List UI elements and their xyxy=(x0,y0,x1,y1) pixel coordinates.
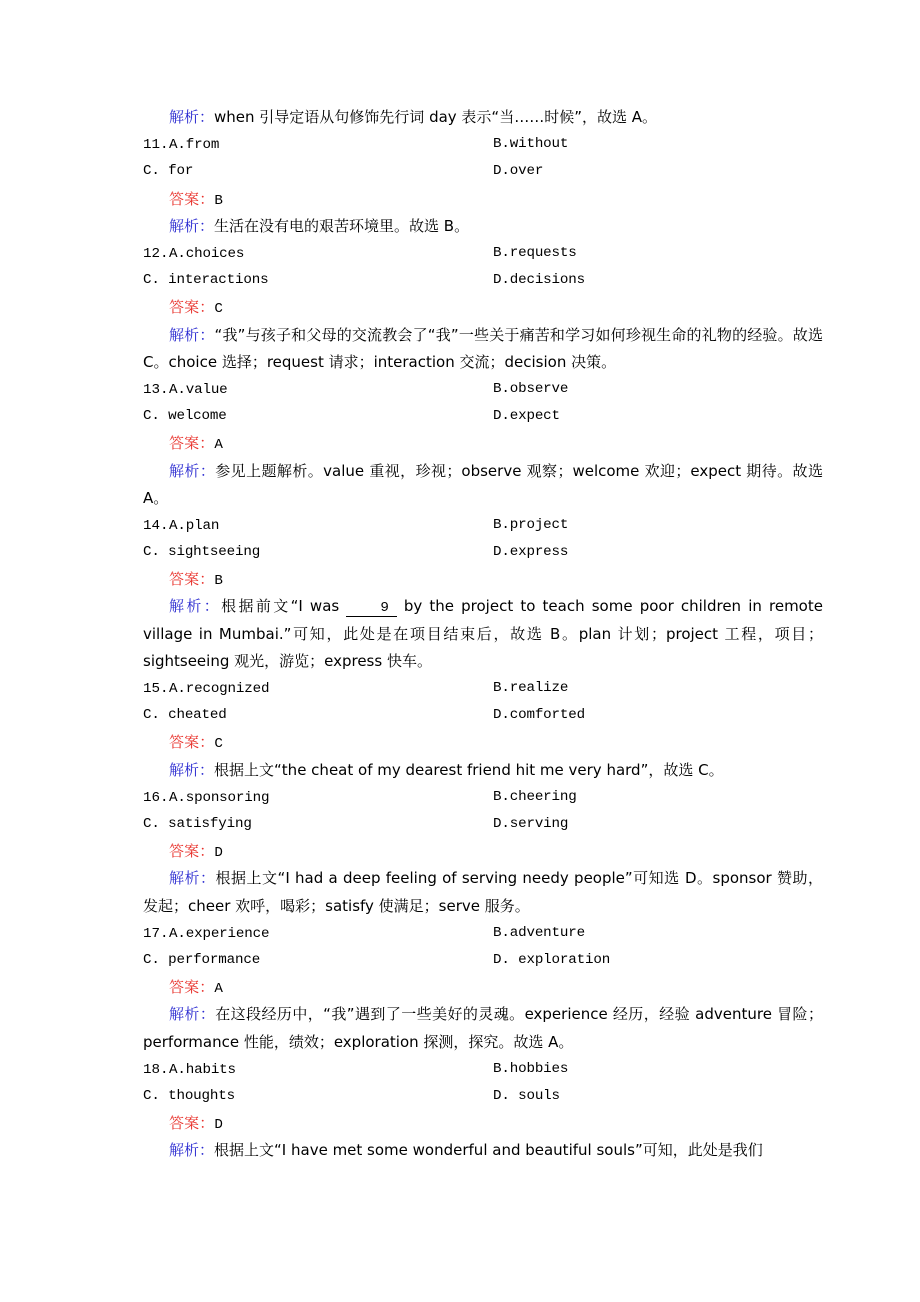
answer-value: B xyxy=(214,192,223,209)
option-row-cd xyxy=(143,947,823,974)
option-row-ab xyxy=(143,376,823,403)
option-d: D.comforted xyxy=(493,707,586,724)
option-d: D. exploration xyxy=(493,952,611,968)
question-number: 11. xyxy=(143,137,169,154)
answer-value: C xyxy=(214,736,223,753)
option-b: B.adventure xyxy=(493,924,586,941)
option-b: B.without xyxy=(493,136,569,153)
answer-value: C xyxy=(214,301,223,318)
analysis-text-part1: 根据前文“I was xyxy=(221,597,347,616)
option-d: D.expect xyxy=(493,408,560,425)
analysis-label: 解析 xyxy=(169,597,204,616)
option-d: D.decisions xyxy=(493,272,586,289)
analysis-colon: ： xyxy=(200,869,216,888)
question-block-16 xyxy=(143,784,823,920)
option-row-ab xyxy=(143,131,823,158)
question-block-13 xyxy=(143,376,823,512)
option-row-cd xyxy=(143,702,823,729)
option-c: C. performance xyxy=(143,952,261,968)
analysis-colon: ： xyxy=(199,760,215,779)
option-c: C. welcome xyxy=(143,408,227,425)
analysis-paragraph xyxy=(143,322,823,376)
question-block-11 xyxy=(143,131,823,240)
option-col-a xyxy=(143,1056,236,1084)
answer-label: 答案 xyxy=(169,434,200,453)
option-d: D.express xyxy=(493,544,569,561)
option-a: A.habits xyxy=(169,1061,236,1078)
option-row-ab xyxy=(143,512,823,539)
analysis-colon: ： xyxy=(199,108,215,126)
answer-value: A xyxy=(214,437,223,454)
question-number: 15. xyxy=(143,681,169,698)
option-b: B.observe xyxy=(493,380,569,397)
option-a: A.from xyxy=(169,137,220,154)
analysis-text: 在这段经历中，“我”遇到了一些美好的灵魂。experience 经历，经验 adventure 冒险；performance 性能，绩效；exploration 探测，探究。故选 A。 xyxy=(143,1005,823,1051)
analysis-text: “我”与孩子和父母的交流教会了“我”一些关于痛苦和学习如何珍视生命的礼物的经验。故选 C。choice 选择；request 请求；interaction 交流；decision 决策。 xyxy=(143,325,823,371)
option-c: C. satisfying xyxy=(143,816,252,833)
option-row-ab xyxy=(143,675,823,702)
analysis-colon: ： xyxy=(199,1141,215,1160)
answer-line xyxy=(143,1110,823,1137)
analysis-paragraph xyxy=(143,213,823,240)
answer-colon: ： xyxy=(199,570,215,589)
option-c: C. interactions xyxy=(143,272,269,289)
question-number: 16. xyxy=(143,789,169,806)
answer-colon: ： xyxy=(199,434,215,453)
option-col-a xyxy=(143,240,244,268)
analysis-label: 解析 xyxy=(169,216,200,235)
option-c: C. thoughts xyxy=(143,1087,236,1104)
analysis-text: 根据上文“the cheat of my dearest friend hit me very hard”，故选 C。 xyxy=(214,760,724,779)
question-number: 14. xyxy=(143,517,169,534)
analysis-colon: ： xyxy=(199,1005,216,1024)
answer-label: 答案 xyxy=(169,978,200,997)
analysis-paragraph xyxy=(143,1001,823,1055)
option-a: A.sponsoring xyxy=(169,789,270,806)
option-col-a xyxy=(143,512,219,540)
answer-colon: ： xyxy=(199,842,215,861)
answer-line xyxy=(143,729,823,756)
option-a: A.choices xyxy=(169,245,245,262)
answer-label: 答案 xyxy=(169,1114,200,1133)
analysis-text: 根据上文“I had a deep feeling of serving needy people”可知选 D。sponsor 赞助，发起；cheer 欢呼，喝彩；satisfy 使满足；serve 服务。 xyxy=(143,869,823,915)
analysis-paragraph xyxy=(143,458,823,512)
question-number: 13. xyxy=(143,381,169,398)
answer-label: 答案 xyxy=(169,733,200,752)
answer-label: 答案 xyxy=(169,189,200,208)
option-d: D.serving xyxy=(493,816,569,833)
analysis-paragraph xyxy=(143,865,823,919)
option-a: A.experience xyxy=(169,925,270,942)
answer-value: A xyxy=(214,981,223,998)
question-block-17 xyxy=(143,920,823,1056)
question-number: 18. xyxy=(143,1061,169,1078)
question-number: 17. xyxy=(143,925,169,942)
option-col-a xyxy=(143,131,219,159)
answer-colon: ： xyxy=(199,298,215,317)
option-c: C. cheated xyxy=(143,707,227,724)
question-number: 12. xyxy=(143,245,169,262)
option-b: B.hobbies xyxy=(493,1060,569,1077)
analysis-text: 生活在没有电的艰苦环境里。故选 B。 xyxy=(214,216,470,235)
question-block-15 xyxy=(143,675,823,784)
option-c: C. for xyxy=(143,163,194,180)
option-b: B.cheering xyxy=(493,788,577,805)
option-a: A.plan xyxy=(169,517,220,534)
analysis-colon: ： xyxy=(203,597,222,616)
option-row-cd xyxy=(143,1083,823,1110)
option-row-ab xyxy=(143,240,823,267)
question-block-12 xyxy=(143,240,823,376)
option-d: D.over xyxy=(493,163,544,180)
analysis-text-part2: by the project to teach some poor children in remote village in Mumbai.”可知，此处是在项目结束后，故选 B。plan 计划；project 工程，项目；sightseeing 观光，游览；express 快车。 xyxy=(143,597,823,670)
answer-key-content xyxy=(143,104,823,1165)
answer-value: D xyxy=(214,845,223,862)
question-block-18 xyxy=(143,1056,823,1165)
option-a: A.recognized xyxy=(169,681,270,698)
answer-colon: ： xyxy=(199,733,215,752)
question-block-14 xyxy=(143,512,823,675)
option-row-ab xyxy=(143,784,823,811)
analysis-paragraph-top xyxy=(143,104,823,131)
option-b: B.project xyxy=(493,516,569,533)
analysis-label: 解析 xyxy=(169,869,201,888)
answer-line xyxy=(143,430,823,457)
option-col-a xyxy=(143,675,269,703)
analysis-text: when 引导定语从句修饰先行词 day 表示“当……时候”，故选 A。 xyxy=(214,108,658,126)
option-row-cd xyxy=(143,539,823,566)
analysis-paragraph xyxy=(143,1137,823,1164)
option-a: A.value xyxy=(169,381,228,398)
answer-line xyxy=(143,566,823,593)
option-row-cd xyxy=(143,403,823,430)
answer-line xyxy=(143,294,823,321)
analysis-label: 解析 xyxy=(169,1141,200,1160)
answer-line xyxy=(143,838,823,865)
analysis-text: 参见上题解析。value 重视，珍视；observe 观察；welcome 欢迎；expect 期待。故选 A。 xyxy=(143,461,823,507)
option-row-cd xyxy=(143,158,823,185)
option-row-ab xyxy=(143,920,823,947)
analysis-colon: ： xyxy=(199,216,215,235)
analysis-paragraph xyxy=(143,757,823,784)
option-row-cd xyxy=(143,267,823,294)
option-c: C. sightseeing xyxy=(143,544,261,561)
analysis-label: 解析 xyxy=(169,325,200,344)
answer-colon: ： xyxy=(199,978,215,997)
analysis-colon: ： xyxy=(199,325,215,344)
option-b: B.realize xyxy=(493,680,569,697)
option-col-a xyxy=(143,784,269,812)
option-row-cd xyxy=(143,811,823,838)
answer-value: B xyxy=(214,573,223,590)
analysis-colon: ： xyxy=(199,461,216,480)
option-b: B.requests xyxy=(493,244,577,261)
analysis-paragraph xyxy=(143,593,823,675)
answer-label: 答案 xyxy=(169,570,200,589)
option-col-a xyxy=(143,920,269,948)
option-d: D. souls xyxy=(493,1087,560,1104)
analysis-label: 解析 xyxy=(169,760,200,779)
analysis-label: 解析 xyxy=(169,461,200,480)
answer-colon: ： xyxy=(199,1114,215,1133)
cloze-blank-number: 9 xyxy=(346,601,396,617)
option-col-a xyxy=(143,376,228,404)
answer-colon: ： xyxy=(199,189,215,208)
analysis-label: 解析 xyxy=(169,108,200,126)
analysis-text: 根据上文“I have met some wonderful and beautiful souls”可知，此处是我们 xyxy=(214,1141,763,1160)
answer-label: 答案 xyxy=(169,298,200,317)
answer-label: 答案 xyxy=(169,842,200,861)
answer-line xyxy=(143,974,823,1001)
answer-value: D xyxy=(214,1117,223,1134)
option-row-ab xyxy=(143,1056,823,1083)
analysis-label: 解析 xyxy=(169,1005,200,1024)
answer-line xyxy=(143,186,823,213)
